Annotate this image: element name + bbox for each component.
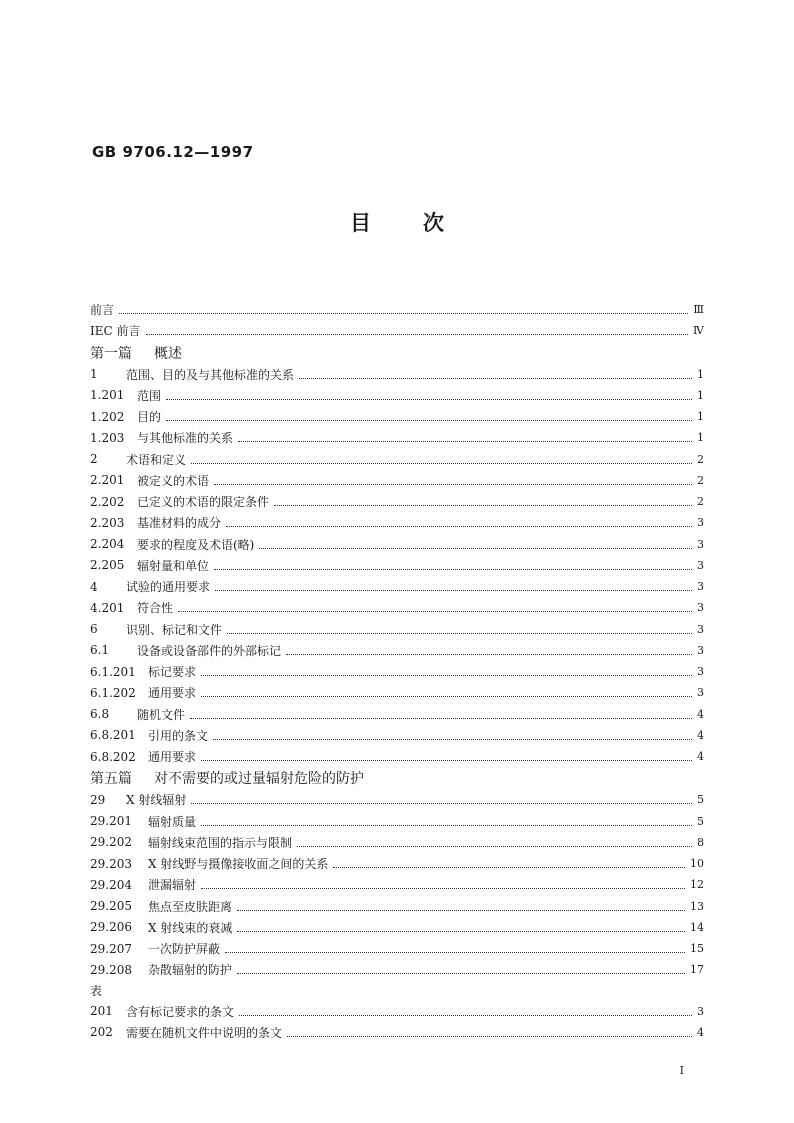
entry-number: 2.204 bbox=[90, 537, 125, 552]
entry-page-number: 2 bbox=[697, 495, 704, 509]
toc-part-heading[interactable] bbox=[90, 342, 704, 364]
entry-number: 29.207 bbox=[90, 941, 132, 956]
toc-entry[interactable] bbox=[90, 555, 704, 576]
entry-title: 需要在随机文件中说明的条文 bbox=[126, 1025, 283, 1040]
entry-title: 辐射线束范围的指示与限制 bbox=[148, 835, 293, 850]
entry-page-number: 13 bbox=[690, 899, 704, 913]
toc-entry[interactable] bbox=[90, 640, 704, 661]
entry-number: 1.203 bbox=[90, 430, 125, 445]
entry-page-number: 2 bbox=[697, 452, 704, 466]
entry-title: X 射线束的衰减 bbox=[148, 920, 233, 935]
dot-leader bbox=[119, 305, 688, 314]
entry-number: 29.206 bbox=[90, 920, 132, 935]
dot-leader bbox=[286, 646, 692, 655]
entry-page-number: 4 bbox=[697, 728, 704, 742]
dot-leader bbox=[333, 859, 685, 868]
dot-leader bbox=[213, 731, 692, 740]
entry-page-number: 4 bbox=[697, 750, 704, 764]
entry-number: 29.201 bbox=[90, 814, 132, 829]
entry-page-number: 5 bbox=[697, 793, 704, 807]
dot-leader bbox=[201, 880, 685, 889]
entry-title: 设备或设备部件的外部标记 bbox=[137, 643, 282, 658]
entry-number: 29.205 bbox=[90, 899, 132, 914]
entry-page-number: 4 bbox=[697, 1025, 704, 1039]
dot-leader bbox=[201, 817, 692, 826]
entry-page-number: 1 bbox=[697, 388, 704, 402]
toc-title bbox=[0, 207, 794, 237]
toc-entry[interactable] bbox=[90, 682, 704, 703]
entry-number: 29.202 bbox=[90, 835, 132, 850]
entry-title: 杂散辐射的防护 bbox=[148, 963, 233, 978]
toc-entry[interactable] bbox=[90, 427, 704, 448]
entry-page-number: 4 bbox=[697, 707, 704, 721]
entry-page-number: 3 bbox=[697, 686, 704, 700]
toc-entry[interactable] bbox=[90, 534, 704, 555]
toc-entry[interactable] bbox=[90, 661, 704, 682]
part-title: 对不需要的或过量辐射危险的防护 bbox=[154, 771, 364, 788]
toc-part-heading[interactable] bbox=[90, 767, 704, 789]
toc-entry[interactable] bbox=[90, 320, 704, 341]
toc-entry[interactable] bbox=[90, 746, 704, 767]
entry-page-number: 17 bbox=[690, 963, 704, 977]
entry-number: 4 bbox=[90, 579, 98, 594]
entry-number: 1.201 bbox=[90, 388, 125, 403]
entry-page-number: 8 bbox=[697, 835, 704, 849]
entry-number: 6 bbox=[90, 622, 98, 637]
table-of-contents bbox=[90, 299, 704, 1043]
dot-leader bbox=[226, 518, 692, 527]
entry-page-number: 3 bbox=[697, 516, 704, 530]
entry-page-number: 1 bbox=[697, 367, 704, 381]
dot-leader bbox=[166, 412, 692, 421]
toc-group-label: 表 bbox=[90, 984, 103, 998]
entry-number: 6.8.201 bbox=[90, 728, 136, 743]
entry-title: 被定义的术语 bbox=[137, 473, 210, 488]
toc-entry[interactable] bbox=[90, 789, 704, 810]
part-title: 概述 bbox=[154, 345, 182, 362]
entry-title: 术语和定义 bbox=[126, 452, 187, 467]
standard-code: GB 9706.12—1997 bbox=[92, 143, 254, 161]
entry-number: 6.1 bbox=[90, 643, 110, 658]
dot-leader bbox=[201, 688, 692, 697]
toc-entry[interactable] bbox=[90, 385, 704, 406]
entry-number: 29 bbox=[90, 792, 106, 807]
entry-page-number: 3 bbox=[697, 643, 704, 657]
entry-page-number: 10 bbox=[690, 857, 704, 871]
dot-leader bbox=[227, 625, 692, 634]
entry-title: 含有标记要求的条文 bbox=[126, 1004, 235, 1019]
entry-title: 试验的通用要求 bbox=[126, 580, 211, 595]
toc-entry[interactable] bbox=[90, 811, 704, 832]
toc-entry[interactable] bbox=[90, 704, 704, 725]
entry-page-number: 3 bbox=[697, 580, 704, 594]
toc-title-right: 次 bbox=[423, 211, 444, 235]
entry-title: 通用要求 bbox=[148, 686, 197, 701]
entry-title: 范围、目的及与其他标准的关系 bbox=[126, 367, 295, 382]
entry-page-number: 3 bbox=[697, 537, 704, 551]
entry-page-number: 3 bbox=[697, 558, 704, 572]
entry-number: 6.8 bbox=[90, 707, 110, 722]
entry-number: 4.201 bbox=[90, 600, 125, 615]
dot-leader bbox=[237, 923, 685, 932]
entry-title: 标记要求 bbox=[148, 665, 197, 680]
entry-title: 一次防护屏蔽 bbox=[148, 942, 221, 957]
toc-entry[interactable] bbox=[90, 470, 704, 491]
entry-title: 符合性 bbox=[137, 601, 174, 616]
entry-page-number: 2 bbox=[697, 473, 704, 487]
toc-title-left: 目 bbox=[350, 211, 371, 235]
entry-title: X 射线辐射 bbox=[126, 793, 187, 808]
dot-leader bbox=[215, 582, 692, 591]
entry-number: 29.203 bbox=[90, 856, 132, 871]
entry-title: 前言 bbox=[90, 303, 115, 318]
entry-title: 已定义的术语的限定条件 bbox=[137, 495, 270, 510]
toc-entry[interactable] bbox=[90, 512, 704, 533]
dot-leader bbox=[274, 497, 692, 506]
dot-leader bbox=[225, 944, 685, 953]
toc-entry[interactable] bbox=[90, 959, 704, 980]
dot-leader bbox=[146, 326, 689, 335]
page-number: Ⅰ bbox=[679, 1064, 684, 1077]
toc-entry[interactable] bbox=[90, 299, 704, 320]
part-number: 第五篇 bbox=[90, 771, 132, 788]
toc-entry[interactable] bbox=[90, 406, 704, 427]
dot-leader bbox=[178, 603, 692, 612]
entry-page-number: 1 bbox=[697, 431, 704, 445]
entry-page-number: 5 bbox=[697, 814, 704, 828]
entry-title: 泄漏辐射 bbox=[148, 878, 197, 893]
entry-page-number: 3 bbox=[697, 665, 704, 679]
dot-leader bbox=[239, 1007, 692, 1016]
part-number: 第一篇 bbox=[90, 345, 132, 362]
dot-leader bbox=[214, 476, 692, 485]
dot-leader bbox=[166, 391, 692, 400]
entry-number: 1.202 bbox=[90, 409, 125, 424]
dot-leader bbox=[259, 540, 692, 549]
dot-leader bbox=[237, 902, 685, 911]
entry-number: 2.205 bbox=[90, 558, 125, 573]
toc-entry[interactable] bbox=[90, 896, 704, 917]
entry-page-number: Ⅲ bbox=[693, 303, 704, 317]
toc-entry[interactable] bbox=[90, 832, 704, 853]
dot-leader bbox=[191, 795, 692, 804]
entry-page-number: Ⅳ bbox=[693, 324, 704, 338]
entry-title: 基准材料的成分 bbox=[137, 516, 222, 531]
dot-leader bbox=[214, 561, 692, 570]
entry-page-number: 14 bbox=[690, 920, 704, 934]
dot-leader bbox=[237, 965, 685, 974]
dot-leader bbox=[191, 455, 692, 464]
entry-number: 2.201 bbox=[90, 473, 125, 488]
toc-entry[interactable] bbox=[90, 364, 704, 385]
entry-number: 29.208 bbox=[90, 962, 132, 977]
entry-page-number: 15 bbox=[690, 942, 704, 956]
entry-number: 2 bbox=[90, 452, 98, 467]
entry-number: 202 bbox=[90, 1025, 113, 1040]
entry-page-number: 12 bbox=[690, 878, 704, 892]
dot-leader bbox=[201, 752, 692, 761]
entry-number: 2.203 bbox=[90, 515, 125, 530]
toc-entry[interactable] bbox=[90, 1001, 704, 1022]
dot-leader bbox=[190, 710, 692, 719]
entry-number: 201 bbox=[90, 1004, 113, 1019]
entry-number: 29.204 bbox=[90, 877, 132, 892]
dot-leader bbox=[299, 370, 692, 379]
entry-number: 6.8.202 bbox=[90, 749, 136, 764]
entry-title: 焦点至皮肤距离 bbox=[148, 899, 233, 914]
toc-entry[interactable] bbox=[90, 917, 704, 938]
dot-leader bbox=[238, 433, 692, 442]
entry-title: 识别、标记和文件 bbox=[126, 622, 223, 637]
toc-entry[interactable] bbox=[90, 491, 704, 512]
entry-title: 目的 bbox=[137, 410, 162, 425]
entry-title: 通用要求 bbox=[148, 750, 197, 765]
toc-entry[interactable] bbox=[90, 725, 704, 746]
entry-page-number: 3 bbox=[697, 601, 704, 615]
entry-title: 引用的条文 bbox=[148, 728, 209, 743]
entry-page-number: 3 bbox=[697, 622, 704, 636]
toc-entry[interactable] bbox=[90, 449, 704, 470]
entry-title: 辐射量和单位 bbox=[137, 558, 210, 573]
entry-number: 2.202 bbox=[90, 494, 125, 509]
entry-title: IEC 前言 bbox=[90, 324, 141, 339]
entry-page-number: 1 bbox=[697, 410, 704, 424]
toc-entry[interactable] bbox=[90, 619, 704, 640]
dot-leader bbox=[201, 667, 692, 676]
toc-entry[interactable] bbox=[90, 938, 704, 959]
toc-entry[interactable] bbox=[90, 874, 704, 895]
dot-leader bbox=[297, 838, 692, 847]
entry-number: 6.1.201 bbox=[90, 664, 136, 679]
entry-title: 与其他标准的关系 bbox=[137, 431, 234, 446]
entry-title: 辐射质量 bbox=[148, 814, 197, 829]
toc-entry[interactable] bbox=[90, 576, 704, 597]
toc-entry[interactable] bbox=[90, 597, 704, 618]
entry-title: 范围 bbox=[137, 388, 162, 403]
entry-page-number: 3 bbox=[697, 1004, 704, 1018]
toc-entry[interactable] bbox=[90, 853, 704, 874]
toc-entry[interactable] bbox=[90, 1022, 704, 1043]
entry-title: 随机文件 bbox=[137, 707, 186, 722]
entry-title: 要求的程度及术语(略) bbox=[137, 537, 255, 552]
entry-number: 6.1.202 bbox=[90, 685, 136, 700]
dot-leader bbox=[287, 1028, 692, 1037]
entry-title: X 射线野与摄像接收面之间的关系 bbox=[148, 857, 329, 872]
entry-number: 1 bbox=[90, 367, 98, 382]
